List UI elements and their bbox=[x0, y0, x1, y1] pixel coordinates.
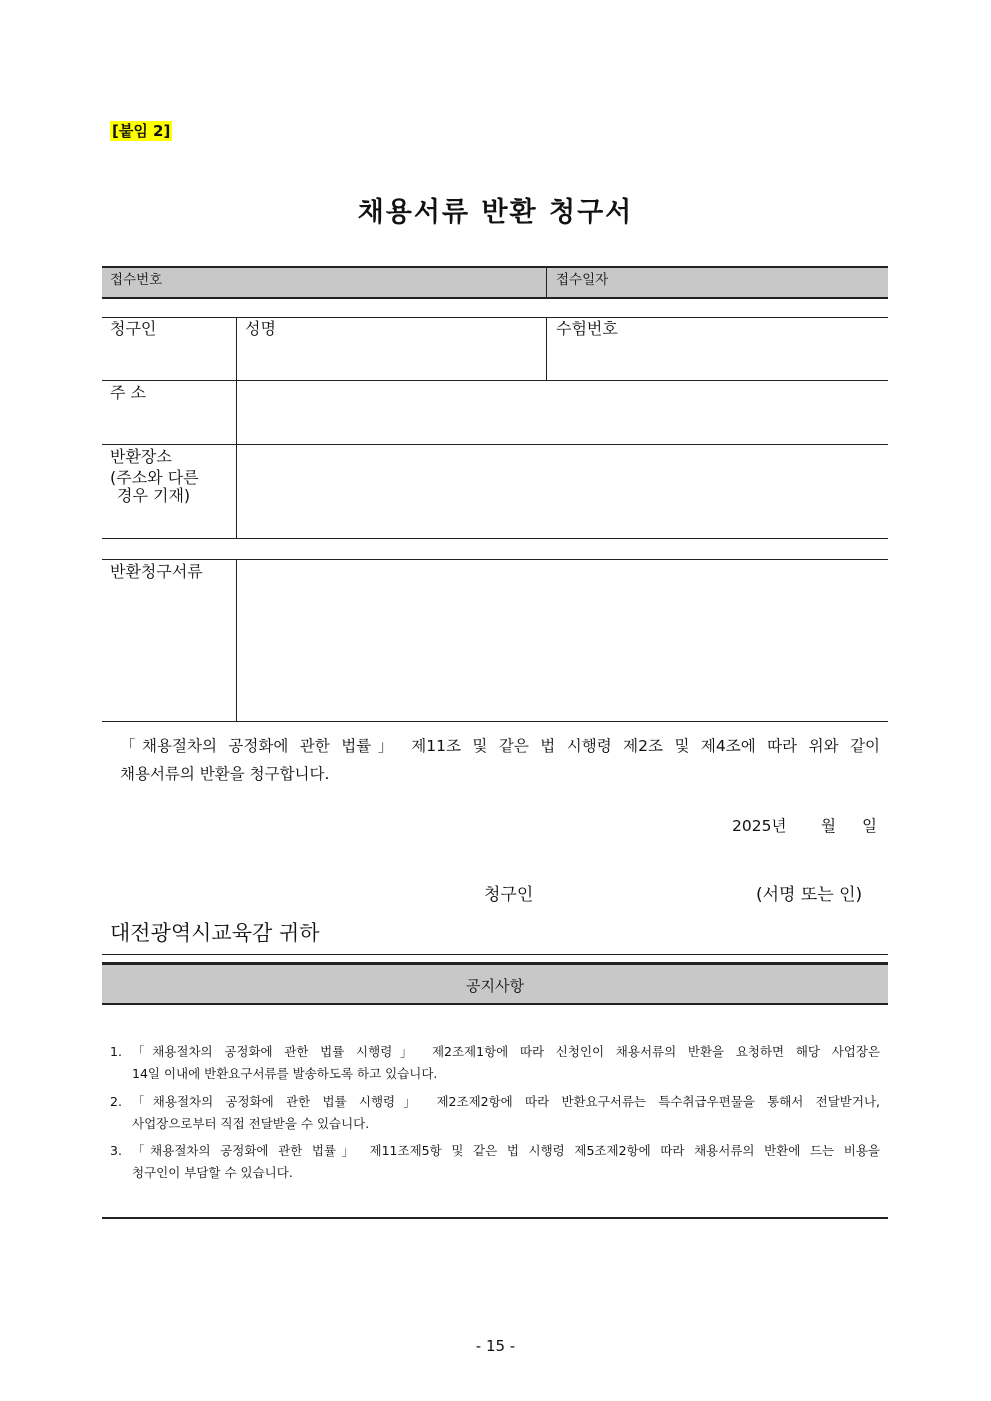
page-number: - 15 - bbox=[475, 1337, 516, 1355]
table-label-divider bbox=[236, 317, 237, 538]
notice-item-line-2: 사업장으로부터 직접 전달받을 수 있습니다. bbox=[132, 1116, 370, 1131]
receipt-row-background bbox=[102, 268, 888, 298]
documents-bottom-border bbox=[102, 721, 888, 722]
notice-item-text bbox=[132, 1140, 880, 1184]
return-place-label-line1: 반환장소 bbox=[110, 447, 172, 466]
document-title: 채용서류 반환 청구서 bbox=[357, 197, 634, 228]
table-row1-border bbox=[102, 380, 888, 381]
documents-divider bbox=[236, 559, 237, 721]
notice-item-line-2: 청구인이 부담할 수 있습니다. bbox=[132, 1165, 293, 1180]
notice-end-border bbox=[102, 1217, 888, 1219]
notice-item bbox=[110, 1140, 880, 1184]
claimant-label: 청구인 bbox=[110, 319, 157, 338]
exam-number-label: 수험번호 bbox=[556, 319, 618, 338]
notice-heading: 공지사항 bbox=[466, 977, 524, 995]
statement-line-1: 「채용절차의 공정화에 관한 법률」 제11조 및 같은 법 시행령 제2조 및 제4조에 따라 위와 같이 bbox=[120, 737, 880, 755]
table-top-border bbox=[102, 317, 888, 318]
notice-item bbox=[110, 1091, 880, 1135]
documents-top-border bbox=[102, 559, 888, 560]
table-bottom-border bbox=[102, 538, 888, 539]
notice-item-number: 2. bbox=[110, 1094, 122, 1109]
notice-item-text bbox=[132, 1091, 880, 1135]
notice-item-number: 1. bbox=[110, 1044, 122, 1059]
date-day: 일 bbox=[862, 817, 877, 835]
notice-item-line-1: 「채용절차의 공정화에 관한 법률 시행령」 제2조제1항에 따라 신청인이 채용서류의 반환을 요청하면 해당 사업장은 bbox=[132, 1044, 880, 1059]
return-place-label-line3: 경우 기재) bbox=[117, 486, 191, 505]
notice-thin-top-border bbox=[102, 954, 888, 955]
receipt-top-border bbox=[102, 266, 888, 268]
date-month: 월 bbox=[821, 817, 836, 835]
address-label: 주 소 bbox=[110, 383, 146, 402]
receipt-number-label: 접수번호 bbox=[110, 272, 163, 288]
table-name-divider bbox=[546, 317, 547, 381]
notice-item-line-2: 14일 이내에 반환요구서류를 발송하도록 하고 있습니다. bbox=[132, 1066, 438, 1081]
documents-label: 반환청구서류 bbox=[110, 562, 203, 581]
notice-item-text bbox=[132, 1041, 880, 1085]
notice-bottom-border bbox=[102, 1003, 888, 1005]
receipt-bottom-border bbox=[102, 297, 888, 299]
name-field-label: 성명 bbox=[245, 319, 276, 338]
date-year: 2025년 bbox=[732, 817, 787, 835]
receipt-divider bbox=[546, 268, 547, 298]
notice-item-line-1: 「채용절차의 공정화에 관한 법률 시행령」 제2조제2항에 따라 반환요구서류는 특수취급우편물을 통해서 전달받거나, bbox=[132, 1094, 880, 1109]
notice-item-line-1: 「채용절차의 공정화에 관한 법률」 제11조제5항 및 같은 법 시행령 제5조제2항에 따라 채용서류의 반환에 드는 비용을 bbox=[132, 1143, 880, 1158]
table-row2-border bbox=[102, 444, 888, 445]
return-place-label-line2: (주소와 다른 bbox=[110, 468, 199, 487]
notice-item bbox=[110, 1041, 880, 1085]
attachment-label: [붙임 2] bbox=[112, 122, 171, 140]
signature-claimant-label: 청구인 bbox=[484, 885, 534, 905]
addressee: 대전광역시교육감 귀하 bbox=[110, 921, 320, 945]
notice-item-number: 3. bbox=[110, 1143, 122, 1158]
signature-sign-label: (서명 또는 인) bbox=[756, 885, 863, 905]
statement-line-2: 채용서류의 반환을 청구합니다. bbox=[120, 765, 330, 783]
receipt-date-label: 접수일자 bbox=[556, 272, 609, 288]
